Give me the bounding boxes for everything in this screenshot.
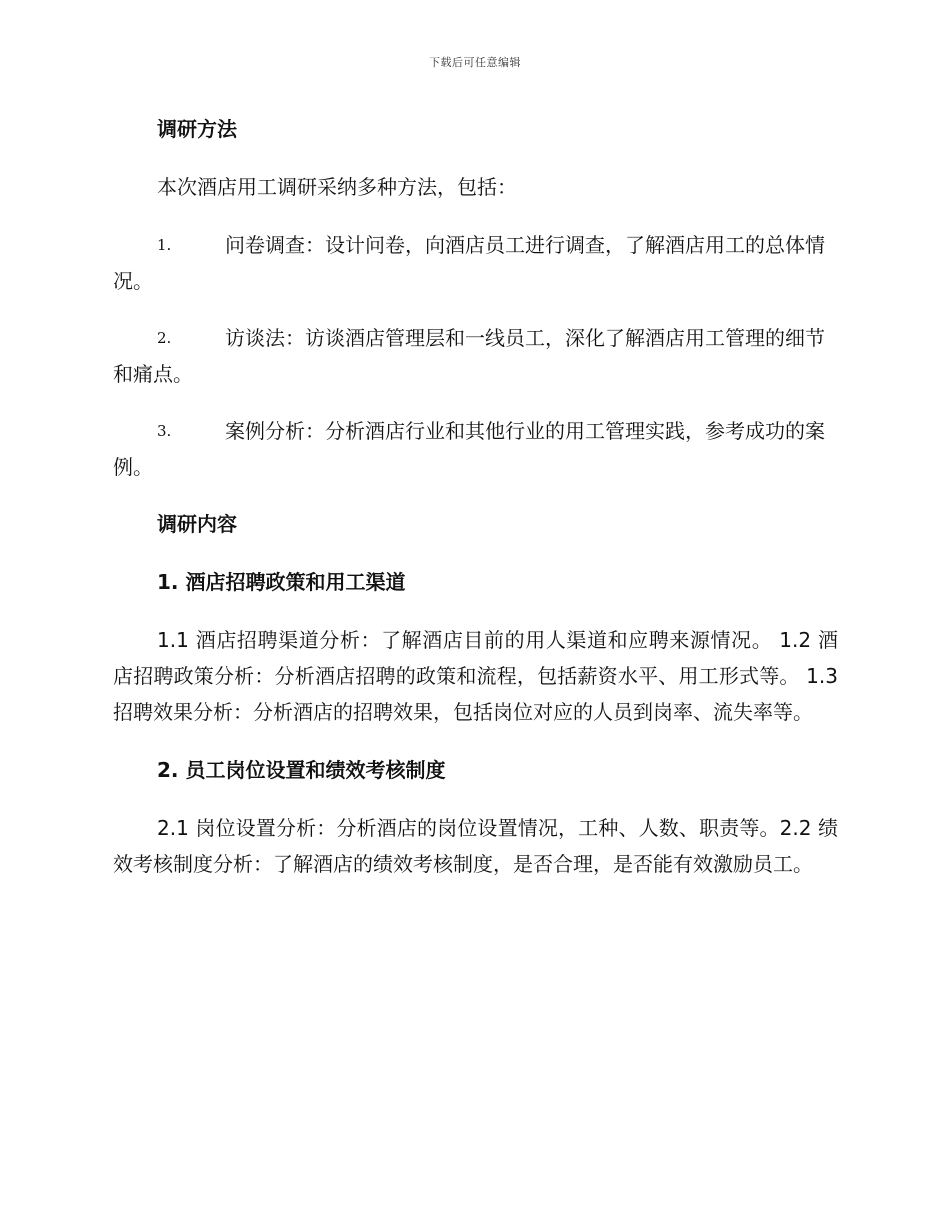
list-item-text: 问卷调查：设计问卷，向酒店员工进行调查，了解酒店用工的总体情况。 [113, 233, 825, 293]
page-header: 下载后可任意编辑 [429, 56, 521, 69]
recruitment-paragraph: 1.1 酒店招聘渠道分析：了解酒店目前的用人渠道和应聘来源情况。 1.2 酒店招聘政策分析：分析酒店招聘的政策和流程，包括薪资水平、用工形式等。 1.3 招聘效果分析：分析酒店的招聘效果，包括岗位对应的人员到岗率、流失率等。 [113, 628, 838, 724]
list-item-text: 案例分析：分析酒店行业和其他行业的用工管理实践，参考成功的案例。 [113, 419, 825, 479]
positions-paragraph: 2.1 岗位设置分析：分析酒店的岗位设置情况，工种、人数、职责等。2.2 绩效考核制度分析：了解酒店的绩效考核制度，是否合理，是否能有效激励员工。 [113, 816, 838, 876]
subsection-title-recruitment: 1. 酒店招聘政策和用工渠道 [157, 570, 406, 594]
list-number: 1. [157, 236, 172, 254]
methods-list-item [113, 227, 838, 299]
methods-list-item [113, 413, 838, 485]
subsection-title-positions: 2. 员工岗位设置和绩效考核制度 [157, 758, 446, 782]
section-title-content: 调研内容 [157, 512, 237, 536]
document-body [113, 111, 838, 882]
methods-list-item [113, 320, 838, 392]
list-number: 2. [157, 329, 172, 347]
section-title-methods: 调研方法 [157, 117, 237, 141]
list-item-text: 访谈法：访谈酒店管理层和一线员工，深化了解酒店用工管理的细节和痛点。 [113, 326, 825, 386]
list-number: 3. [157, 422, 172, 440]
methods-intro: 本次酒店用工调研采纳多种方法，包括： [157, 175, 517, 199]
